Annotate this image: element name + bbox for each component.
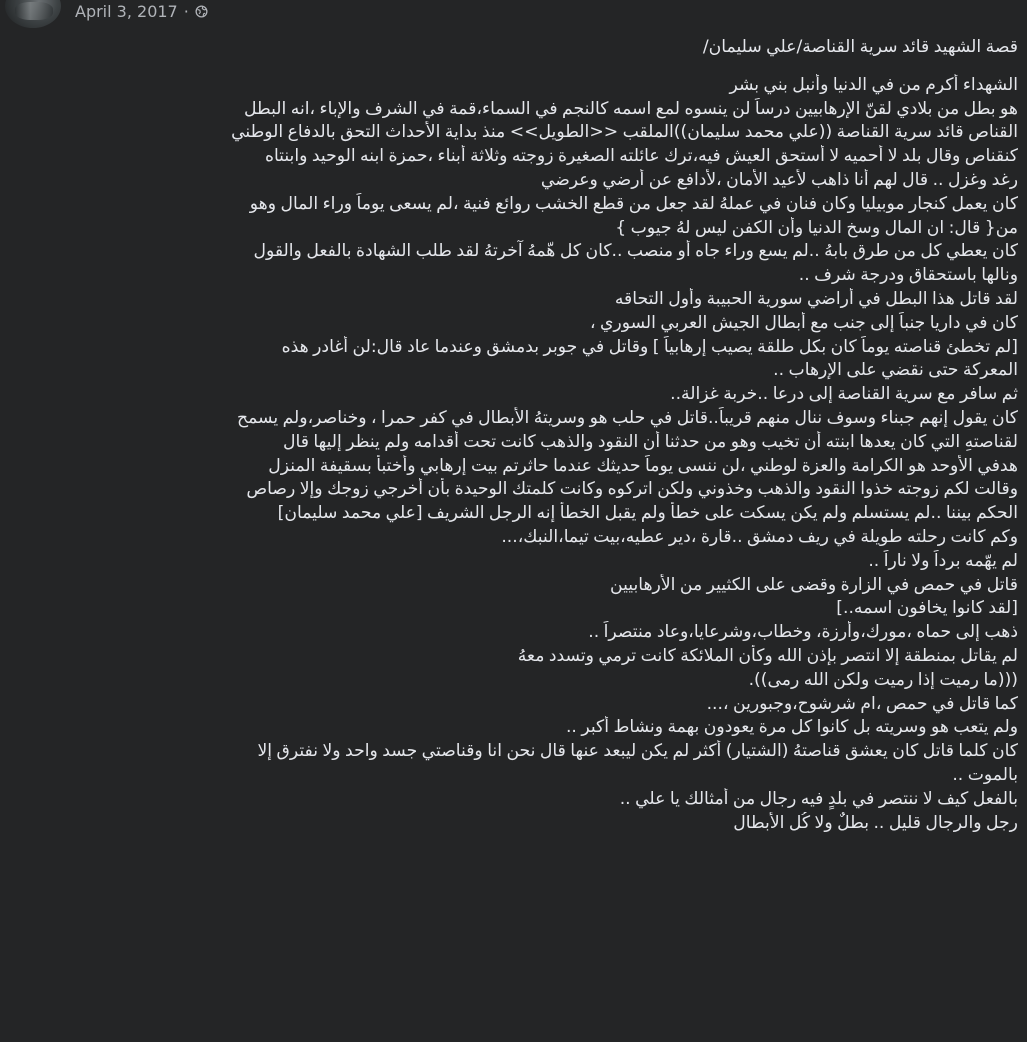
post-line: القناص قائد سرية القناصة ((علي محمد سليمان))الملقب <<الطويل>> منذ بداية الأحداث التحق بالدفاع الوطني (231, 122, 1018, 143)
post-line: كما قاتل في حمص ،ام شرشوح،وجبورين ،... (706, 693, 1018, 714)
post-line: ذهب إلى حماه ،مورك،وأرزة، وخطاب،وشرعايا،وعاد منتصراً .. (588, 622, 1018, 643)
post-line: بالموت .. (952, 764, 1018, 785)
post-line: كان كلما قاتل كان يعشق قناصتهُ (الشتيار) أكثر لم يكن ليبعد عنها قال نحن انا وقناصتي جسد واحد ولا نفترق إلا (257, 741, 1018, 762)
post-line: الحكم بيننا ..لم يستسلم ولم يكن يسكت على خطأ ولم يقبل الخطأ إنه الرجل الشريف [علي محمد سليمان] (277, 503, 1018, 524)
post-header (0, 0, 1027, 30)
post-line: كنقناص وقال بلد لا أحميه لا أستحق العيش فيه،ترك عائلته الصغيرة زوجته وثلاثة أبناء ،حمزة ابنه الوحيد وابنتاه (264, 146, 1018, 167)
post-line: كان يقول إنهم جبناء وسوف ننال منهم قريباً..قاتل في حلب هو وسريتهُ الأبطال في كفر حمرا ، وخناصر،ولم يسمح (237, 407, 1018, 428)
post-line: [لقد كانوا يخافون اسمه..] (836, 598, 1018, 619)
post-line: رغد وغزل .. قال لهم أنا ذاهب لأعيد الأمان ،لأدافع عن أرضي وعرضي (540, 169, 1018, 190)
post-line: من{ قال: ان المال وسخ الدنيا وأن الكفن ليس لهُ جيوب } (615, 217, 1018, 238)
paragraph-gap (0, 60, 1018, 74)
post-line: لقناصتهِ التي كان يعدها ابنته أن تخيب وهو من حدثنا أن النقود والذهب كانت تحت أقدامه ولم ينظر إليها قال (283, 431, 1018, 452)
post-line: كان يعطي كل من طرق بابهُ ..لم يسع وراء جاه أو منصب ..كان كل هّمهُ آخرتهُ لقد طلب الشهادة بالفعل والقول (253, 241, 1018, 262)
post-title: قصة الشهيد قائد سرية القناصة/علي سليمان/ (702, 37, 1018, 57)
meta-separator: · (183, 2, 189, 21)
post-line: وكم كانت رحلته طويلة في ريف دمشق ..قارة ،دير عطيه،بيت تيما،النبك،... (501, 526, 1018, 547)
post-line: لم يهّمه برداً ولا ناراً .. (868, 550, 1018, 571)
post-meta (75, 2, 208, 21)
post-line: لقد قاتل هذا البطل في أراضي سورية الحبيبة وأول التحاقه (614, 288, 1018, 309)
post-line: رجل والرجال قليل .. بطلٌ ولا كُل الأبطال (733, 812, 1018, 833)
post-line: [لم تخطئ قناصته يوماً كان بكل طلقة يصيب إرهابياً ] وقاتل في جوبر بدمشق وعندما عاد قال:لن أغادر هذه (281, 336, 1018, 357)
post-line: بالفعل كيف لا ننتصر في بلدٍ فيه رجال من أمثالك يا علي .. (619, 788, 1018, 809)
post-line: وقالت لكم زوجته خذوا النقود والذهب وخذوني ولكن اتركوه وكانت كلمتك الوحيدة بأن أخرجي زوجك وإلا رصاص (246, 479, 1018, 500)
post-text (0, 36, 1018, 835)
post-line: كان في داريا جنباً إلى جنب مع أبطال الجيش العربي السوري ، (589, 312, 1018, 333)
post-line: ونالها باستحقاق ودرجة شرف .. (798, 265, 1018, 286)
globe-icon[interactable] (195, 5, 208, 18)
post-line: ثم سافر مع سرية القناصة إلى درعا ..خربة غزالة.. (670, 384, 1018, 405)
post-line: ولم يتعب هو وسريته بل كانوا كل مرة يعودون بهمة ونشاط أكبر .. (565, 717, 1018, 738)
post-line: هدفي الأوحد هو الكرامة والعزة لوطني ،لن ننسى يوماً حديثك عندما حاثرتم بيت إرهابي وأختبأ بسقيفة المنزل (268, 455, 1018, 476)
post-line: هو بطل من بلادي لقنّ الإرهابيين درساً لن ينسوه لمع اسمه كالنجم في السماء،قمة في الشرف والإباء ،انه البطل (243, 98, 1018, 119)
avatar[interactable] (5, 0, 61, 28)
post-line: المعركة حتى نقضي على الإرهاب .. (773, 360, 1018, 381)
post-date[interactable]: April 3, 2017 (75, 2, 178, 21)
post-line: كان يعمل كنجار موبيليا وكان فنان في عملهُ لقد جعل من قطع الخشب روائع فنية ،لم يسعى يوماً وراء المال وهو (249, 193, 1018, 214)
post-line: لم يقاتل بمنطقة إلا انتصر بإذن الله وكأن الملائكة كانت ترمي وتسدد معهُ (517, 645, 1018, 666)
post-line: (((ما رميت إذا رميت ولكن الله رمى)). (748, 669, 1018, 690)
post-line: الشهداء أكرم من في الدنيا وأنبل بني بشر (729, 74, 1018, 95)
post-line: قاتل في حمص في الزارة وقضى على الكثيير من الأرهابيين (610, 574, 1018, 595)
